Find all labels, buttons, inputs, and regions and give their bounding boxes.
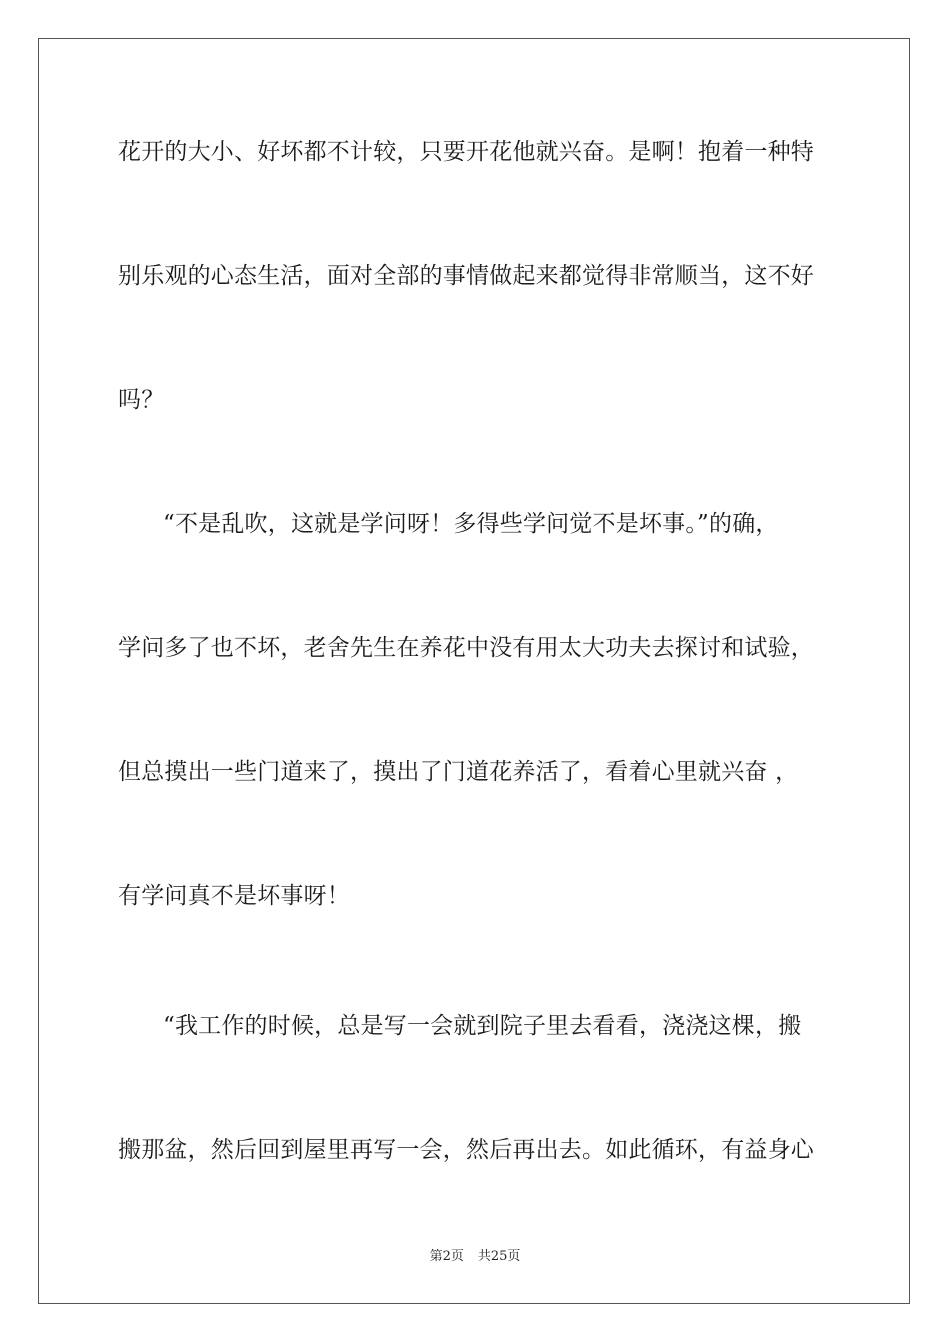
body-line-7: 有学问真不是坏事呀！ [118,883,350,909]
page-border [38,38,910,1304]
body-line-1: 花开的大小、好坏都不计较，只要开花他就兴奋。是啊！抱着一种特 [118,139,814,165]
body-line-9: 搬那盆，然后回到屋里再写一会，然后再出去。如此循环，有益身心 [118,1137,814,1163]
body-line-5: 学问多了也不坏，老舍先生在养花中没有用太大功夫去探讨和试验， [118,635,814,661]
page-footer [0,1248,950,1266]
body-line-2: 别乐观的心态生活，面对全部的事情做起来都觉得非常顺当，这不好 [118,263,814,289]
page-total: 共25页 [477,1249,521,1264]
body-line-3: 吗？ [118,387,165,413]
page-number: 第2页 [429,1249,464,1264]
body-line-6: 但总摸出一些门道来了，摸出了门道花养活了，看着心里就兴奋 ， [118,759,799,785]
body-line-4: “不是乱吹，这就是学问呀！多得些学问觉不是坏事。”的确， [163,511,779,537]
body-line-8: “我工作的时候，总是写一会就到院子里去看看，浇浇这棵，搬 [163,1013,802,1039]
